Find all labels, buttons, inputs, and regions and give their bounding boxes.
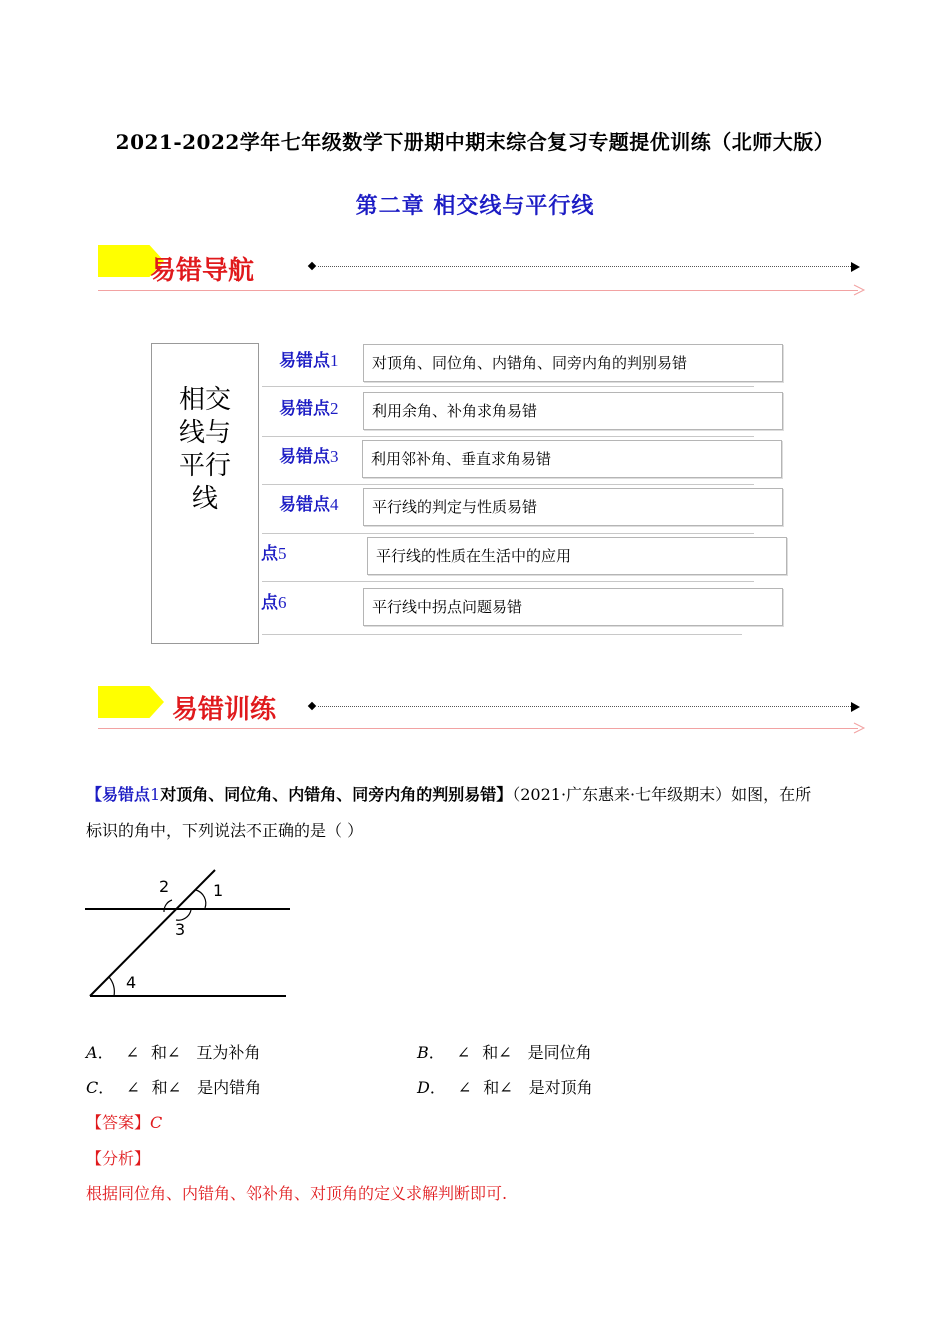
angle-label-4: 4 bbox=[126, 973, 137, 992]
analysis-text: 根据同位角、内错角、邻补角、对顶角的定义求解判断即可. bbox=[86, 1184, 508, 1203]
arrow-right-icon bbox=[851, 702, 860, 712]
red-rule bbox=[98, 728, 858, 729]
topic-box bbox=[151, 343, 259, 644]
transversal-line bbox=[90, 870, 215, 996]
error-point-label: 点5 bbox=[261, 544, 287, 564]
error-point-label: 易错点4 bbox=[279, 495, 339, 515]
chapter-title: 第二章 相交线与平行线 bbox=[355, 193, 595, 219]
angle-arc-3 bbox=[176, 910, 191, 920]
arrow-right-icon bbox=[851, 262, 860, 272]
topic-line: 线 bbox=[191, 484, 218, 514]
analysis-label: 【分析】 bbox=[86, 1149, 151, 1168]
option-d: D． ∠ 和∠ 是对顶角 bbox=[417, 1078, 593, 1097]
angle-arc-2 bbox=[164, 900, 172, 912]
row-separator bbox=[262, 386, 754, 387]
question-line-1 bbox=[86, 777, 866, 813]
angle-arc-1 bbox=[196, 890, 206, 908]
angle-label-3: 3 bbox=[175, 920, 186, 939]
error-point-label: 易错点3 bbox=[279, 447, 339, 467]
answer: 【答案】C bbox=[86, 1113, 163, 1132]
error-point-item: 利用邻补角、垂直求角易错 bbox=[362, 440, 782, 478]
red-rule bbox=[98, 290, 858, 291]
angle-arc-4 bbox=[109, 977, 114, 996]
error-point-item: 平行线的判定与性质易错 bbox=[363, 488, 783, 526]
topic-line: 平行 bbox=[178, 451, 231, 481]
diamond-marker bbox=[308, 702, 316, 710]
option-b: B． ∠ 和∠ 是同位角 bbox=[417, 1043, 592, 1062]
question-tag: 【易错点1 bbox=[86, 785, 161, 804]
section-title-nav: 易错导航 bbox=[150, 256, 255, 286]
angle-label-2: 2 bbox=[159, 877, 170, 896]
diamond-marker bbox=[308, 262, 316, 270]
red-arrow-icon bbox=[852, 721, 866, 735]
error-point-item: 对顶角、同位角、内错角、同旁内角的判别易错 bbox=[363, 344, 783, 382]
red-arrow-icon bbox=[852, 283, 866, 297]
error-point-item: 平行线中拐点问题易错 bbox=[363, 588, 783, 626]
row-separator bbox=[262, 436, 754, 437]
section-title-train: 易错训练 bbox=[172, 695, 277, 725]
dotted-rule bbox=[318, 266, 851, 267]
row-separator bbox=[262, 533, 754, 534]
error-point-label: 易错点1 bbox=[279, 351, 339, 371]
error-point-label: 点6 bbox=[261, 593, 287, 613]
topic-line: 线与 bbox=[178, 418, 231, 448]
yellow-tab-marker bbox=[98, 686, 164, 718]
angle-label-1: 1 bbox=[213, 881, 224, 900]
error-point-item: 平行线的性质在生活中的应用 bbox=[367, 537, 787, 575]
row-separator bbox=[262, 484, 754, 485]
error-point-label: 易错点2 bbox=[279, 399, 339, 419]
question-topic: 对顶角、同位角、内错角、同旁内角的判别易错】 bbox=[160, 785, 513, 804]
option-a: A． ∠ 和∠ 互为补角 bbox=[86, 1043, 261, 1062]
angle-figure bbox=[80, 862, 300, 1007]
document-title: 2021-2022学年七年级数学下册期中期末综合复习专题提优训练（北师大版） bbox=[115, 130, 835, 154]
option-c: C． ∠ 和∠ 是内错角 bbox=[86, 1078, 262, 1097]
question-line-2: 标识的角中，下列说法不正确的是（ ） bbox=[86, 821, 364, 840]
question-source: （2021·广东惠来·七年级期末）如图，在所 bbox=[512, 785, 812, 804]
topic-line: 相交 bbox=[178, 385, 231, 415]
error-point-item: 利用余角、补角求角易错 bbox=[363, 392, 783, 430]
row-separator bbox=[262, 581, 754, 582]
row-separator bbox=[262, 634, 742, 635]
dotted-rule bbox=[318, 706, 851, 707]
